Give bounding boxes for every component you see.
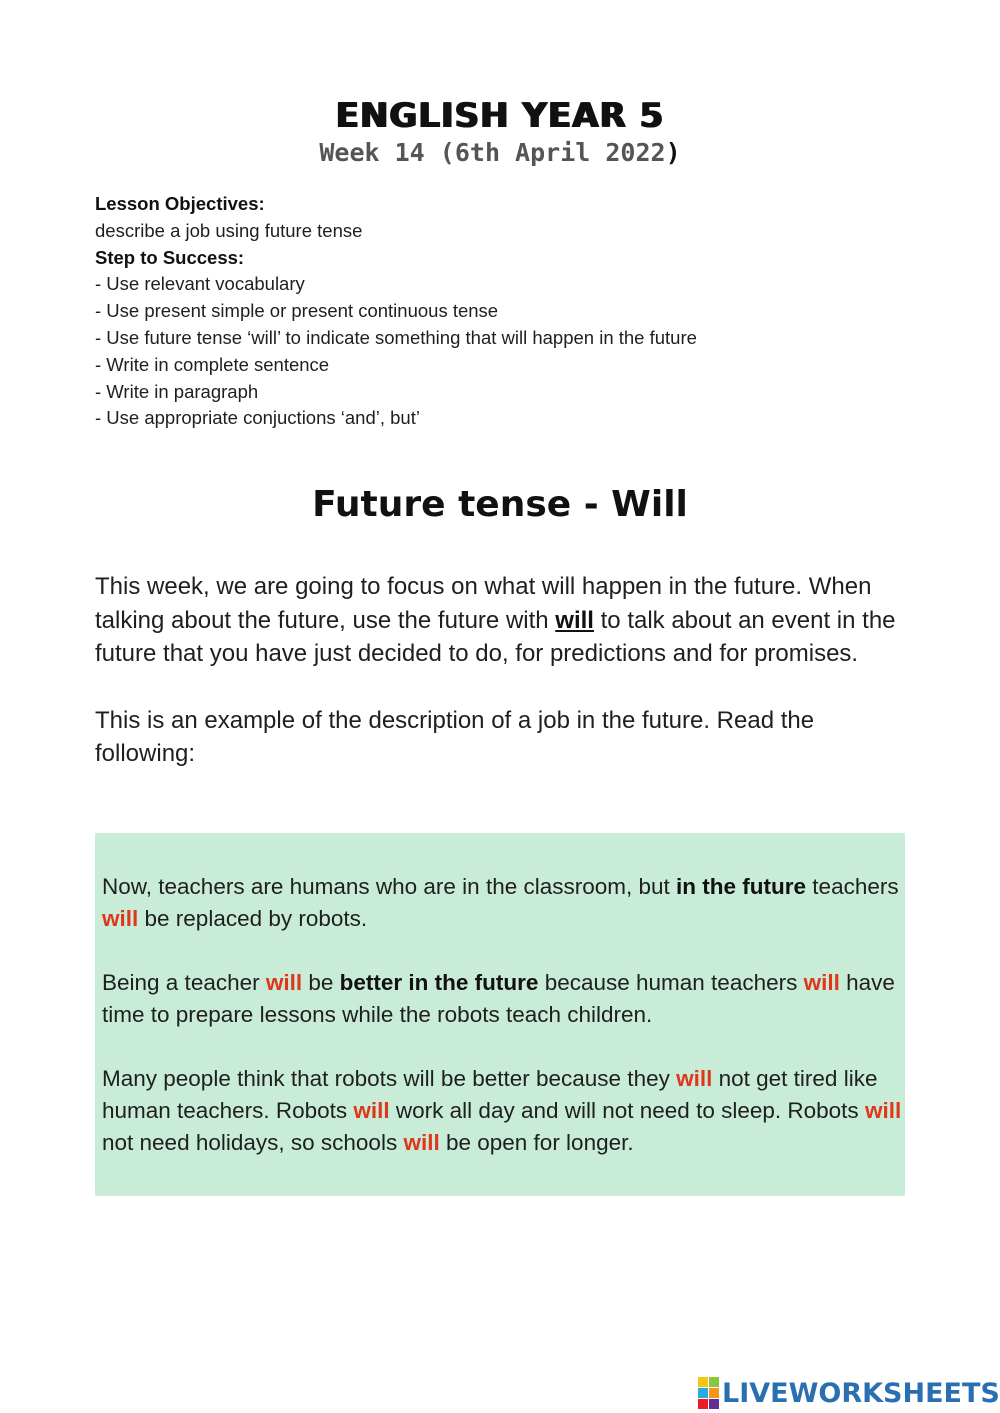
text-run: be replaced by robots. (138, 906, 368, 931)
bold-phrase: in the future (676, 874, 807, 899)
step-item: - Write in complete sentence (95, 353, 330, 375)
will-highlight: will (403, 1130, 440, 1155)
step-to-success-heading: Step to Success: (95, 246, 245, 268)
example-paragraph-1 (102, 871, 902, 935)
step-item: - Use future tense ‘will’ to indicate something that will happen in the future (95, 326, 697, 348)
logo-tile (698, 1388, 708, 1398)
lesson-objectives-block (95, 191, 915, 432)
step-item: - Use present simple or present continuous tense (95, 300, 499, 322)
example-content (102, 871, 902, 1159)
will-highlight: will (676, 1066, 713, 1091)
step-item: - Write in paragraph (95, 380, 259, 402)
step-item: - Use relevant vocabulary (95, 273, 305, 295)
bold-phrase: better in the future (339, 970, 539, 995)
intro-paragraph-1 (95, 570, 915, 671)
liveworksheets-logo-icon (698, 1377, 719, 1409)
text-run: be open for longer. (439, 1130, 634, 1155)
brand-name: LIVEWORKSHEETS (722, 1377, 1000, 1409)
intro-will-keyword: will (555, 606, 594, 634)
text-run: be (302, 970, 340, 995)
text-run: teachers (806, 874, 899, 899)
logo-tile (709, 1388, 719, 1398)
logo-tile (709, 1377, 719, 1387)
text-run: because human teachers (538, 970, 804, 995)
text-run: Being a teacher (102, 970, 266, 995)
example-paragraph-3 (102, 1063, 902, 1159)
text-run: Many people think that robots will be better because they (102, 1066, 677, 1091)
lesson-objectives-heading: Lesson Objectives: (95, 193, 265, 214)
text-run: not get tired like human teachers. Robots (102, 1066, 878, 1123)
intro-paragraph-2: This is an example of the description of a job in the future. Read the following: (95, 706, 815, 767)
page-title: ENGLISH YEAR 5 (335, 96, 665, 136)
lesson-objective-text: describe a job using future tense (95, 219, 363, 241)
will-highlight: will (265, 970, 303, 995)
text-run: not need holidays, so schools (102, 1130, 404, 1155)
step-item: - Use appropriate conjuctions ‘and’, but’ (95, 407, 420, 429)
logo-tile (709, 1399, 719, 1409)
text-run: work all day and will not need to sleep. Robots (389, 1098, 865, 1123)
will-highlight: will (864, 1098, 902, 1123)
text-run: have time to prepare lessons while the robots teach children. (102, 970, 895, 1027)
text-run: Now, teachers are humans who are in the classroom, but (102, 874, 677, 899)
section-title: Future tense - Will (312, 484, 688, 525)
logo-tile (698, 1399, 708, 1409)
subtitle-text: Week 14 (6th April 2022 (319, 138, 666, 167)
intro-text (95, 570, 915, 771)
example-paragraph-2 (102, 967, 902, 1031)
will-highlight: will (803, 970, 840, 995)
subtitle-close-paren: ) (665, 138, 681, 167)
page-subtitle (0, 138, 1000, 167)
intro-p1-part: This week, we are going to focus on what will happen in the future. When talking about the future, use the future with (95, 573, 872, 634)
will-highlight: will (353, 1098, 390, 1123)
liveworksheets-logo[interactable] (698, 1378, 1000, 1408)
logo-tile (698, 1377, 708, 1387)
example-box (95, 833, 905, 1196)
will-highlight: will (102, 906, 139, 931)
intro-p1-part: to talk about an event in the future that you have just decided to do, for predictions and for promises. (95, 606, 896, 667)
